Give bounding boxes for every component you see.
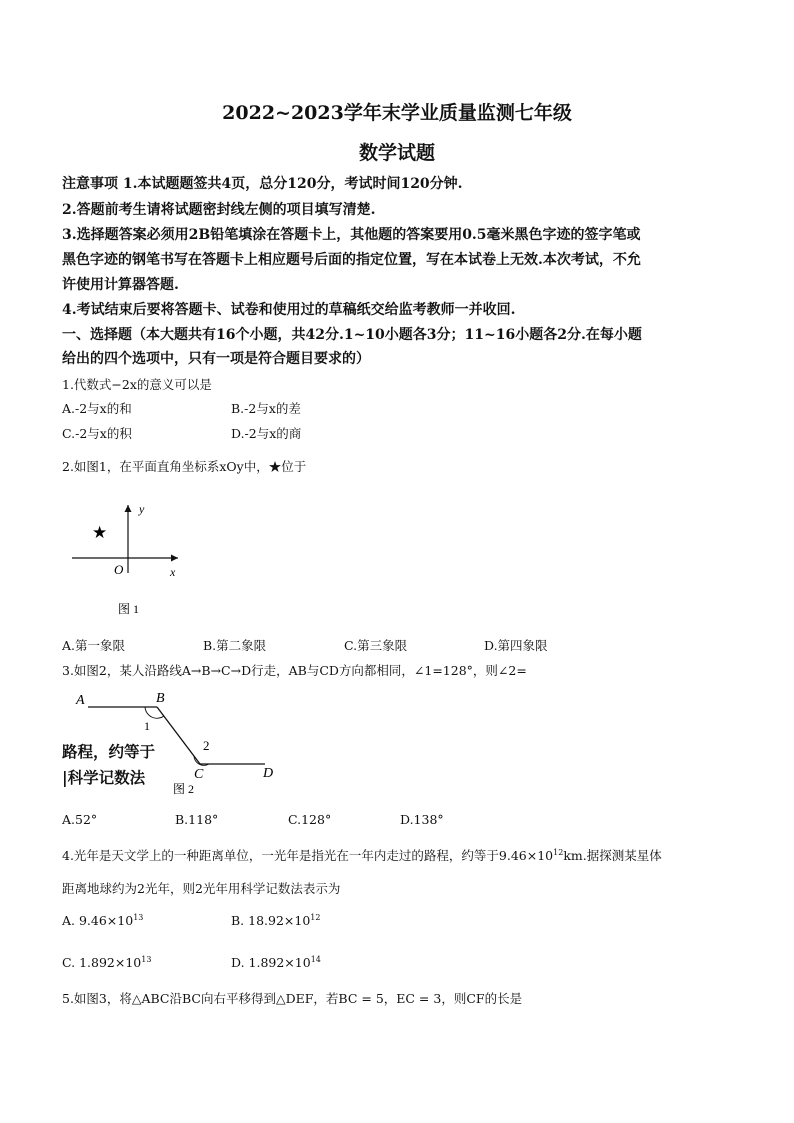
q1-option-d: D.-2与x的商 [231,426,302,441]
overlay-fragment-2: |科学记数法 [62,768,146,787]
q2-option-c: C.第三象限 [344,638,408,653]
q3-option-d: D.138° [400,812,444,827]
q3-option-a: A.52° [62,812,98,827]
figure-2-caption: 图 2 [173,782,195,796]
point-d-label: D [263,766,274,781]
q3-stem: 3.如图2，某人沿路线A→B→C→D行走，AB与CD方向都相同，∠1=128°，则∠2= [62,663,527,678]
q4-option-b: B. $18.92\times 10^{12}$ [231,913,321,929]
section-heading-line-2: 给出的四个选项中，只有一项是符合题目要求的） [62,351,370,367]
q4-stem-exponent: 12 [553,847,564,857]
q4-stem-text: 4.光年是天文学上的一种距离单位，一光年是指光在一年内走过的路程，约等于9.46×10 [62,848,554,863]
q3-option-b: B.118° [175,812,219,827]
note-line-6: 4.考试结束后要将答题卡、试卷和使用过的草稿纸交给监考教师一并收回. [62,302,516,318]
note-line-1: 注意事项 1.本试题题签共4页，总分120分，考试时间120分钟. [62,176,463,192]
note-line-4: 黑色字迹的钢笔书写在答题卡上相应题号后面的指定位置，写在本试卷上无效.本次考试，不允 [62,252,641,268]
origin-label: O [114,562,124,577]
segment-bc [157,707,200,764]
x-axis-label: x [170,565,176,579]
q4-option-c: C. $1.892\times 10^{13}$ [62,955,152,971]
section-heading-line-1: 一、选择题（本大题共有16个小题，共42分.1~10小题各3分；11~16小题各2分.在每小题 [62,327,642,343]
q2-option-a: A.第一象限 [62,638,126,653]
q1-option-b: B.-2与x的差 [231,401,301,416]
note-line-2: 2.答题前考生请将试题密封线左侧的项目填写清楚. [62,202,376,218]
figure-1-caption: 图 1 [118,602,140,616]
exam-title: 2022~2023学年末学业质量监测七年级 [222,102,572,124]
q2-stem: 2.如图1，在平面直角坐标系xOy中，★位于 [62,459,307,474]
overlay-fragment-1: 路程，约等于 [62,742,156,761]
point-c-label: C [194,767,204,782]
q4-option-d: D. $1.892\times 10^{14}$ [231,955,321,971]
angle-1-label: 1 [144,719,150,733]
q2-option-b: B.第二象限 [203,638,267,653]
angle-2-label: 2 [203,738,210,753]
q1-option-a: A.-2与x的和 [62,401,132,416]
q4-stem-unit: km.据探测某星体 [563,848,662,863]
q1-option-c: C.-2与x的积 [62,426,132,441]
point-b-label: B [156,691,165,706]
q4-option-a: A. $9.46\times 10^{13}$ [62,913,144,929]
q5-stem: 5.如图3，将△ABC沿BC向右平移得到△DEF，若BC = 5，EC = 3，则CF的长是 [62,991,523,1006]
note-line-5: 许使用计算器答题. [62,277,179,293]
note-line-3: 3.选择题答案必须用2B铅笔填涂在答题卡上，其他题的答案要用0.5毫米黑色字迹的签字笔或 [62,227,641,243]
q4-stem-line-1 [62,846,662,864]
exam-subtitle: 数学试题 [358,142,435,164]
q4-stem-line-2: 距离地球约为2光年，则2光年用科学记数法表示为 [62,881,341,896]
y-axis-label: y [139,502,145,516]
point-a-label: A [76,693,85,708]
q3-option-c: C.128° [288,812,332,827]
q2-option-d: D.第四象限 [484,638,548,653]
figure-1-coordinate-plane [60,495,200,625]
star-icon: ★ [92,523,108,542]
q1-stem: 1.代数式−2x的意义可以是 [62,377,212,392]
